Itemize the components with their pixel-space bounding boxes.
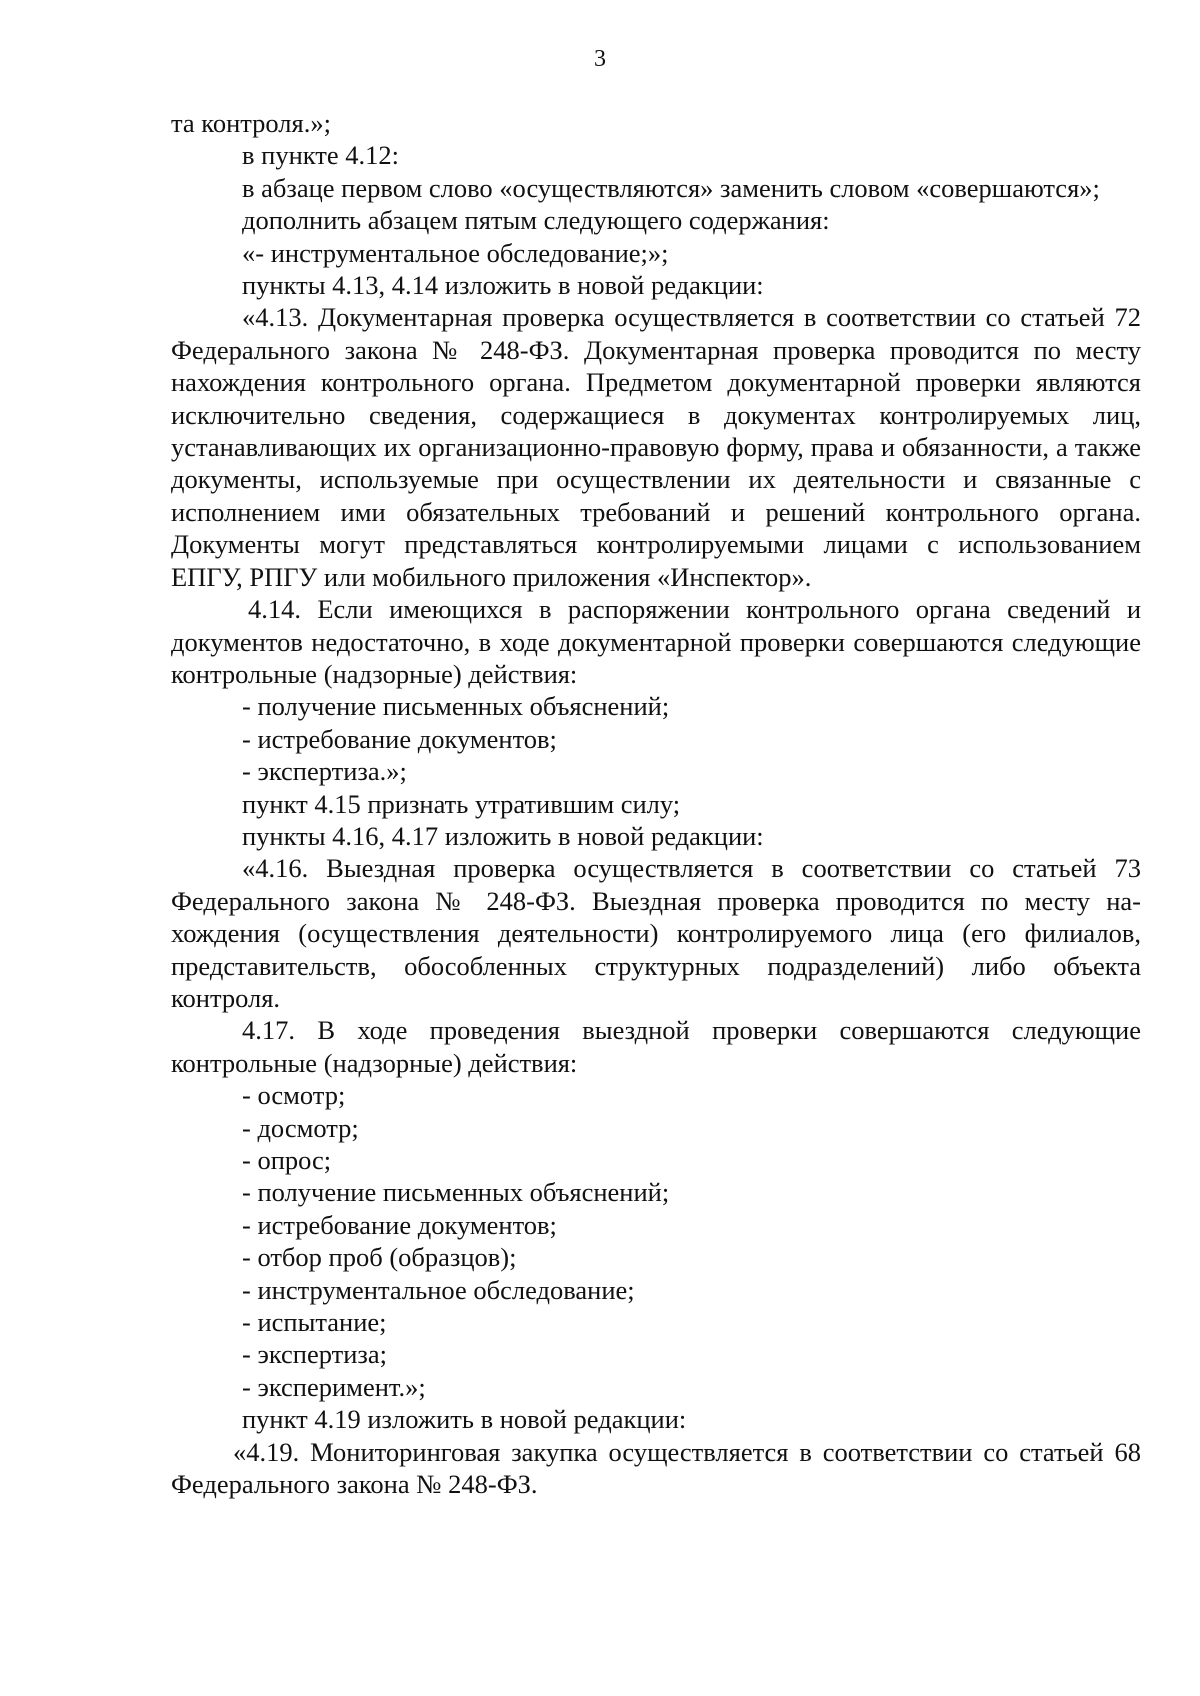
paragraph: - получение письменных объяснений;: [242, 1177, 670, 1208]
paragraph: - экспертиза;: [242, 1339, 387, 1370]
paragraph: - отбор проб (образцов);: [242, 1242, 517, 1273]
paragraph: «4.13. Документарная проверка осуществляется в соответствии со статьей 72 Федерального закона № 248-ФЗ. Документарная проверка проводится по месту нахождения контрольного органа. Предметом документарной проверки являются исключительно сведения, содержащиеся в документах контролируемых лиц, устанавливающих их организационно-правовую форму, права и обязанности, а также документы, используемые при осуществлении их деятельности и связанные с исполнением ими обязательных требований и решений контрольного органа. Документы могут представляться контролируемыми лицами с использованием ЕПГУ, РПГУ или мобильного приложения «Инспектор».: [171, 302, 1141, 592]
paragraph: 4.14. Если имеющихся в распоряжении контрольного органа сведений и документов недостаточно, в ходе документарной проверки совершаются следующие контрольные (надзорные) действия:: [171, 594, 1141, 689]
paragraph: дополнить абзацем пятым следующего содержания:: [242, 205, 830, 236]
paragraph: - эксперимент.»;: [242, 1371, 426, 1402]
paragraph: - истребование документов;: [242, 1209, 557, 1240]
paragraph: 4.17. В ходе проведения выездной проверки совершаются следующие контрольные (надзорные) действия:: [171, 1015, 1141, 1078]
paragraph: - испытание;: [242, 1307, 387, 1338]
paragraph: в пункте 4.12:: [242, 140, 399, 171]
paragraph: «4.19. Мониторинговая закупка осуществляется в соответствии со статьей 68 Федерального закона № 248-ФЗ.: [171, 1436, 1141, 1500]
paragraph: в абзаце первом слово «осуществляются» заменить словом «совершаются»;: [242, 172, 1100, 203]
paragraph: - экспертиза.»;: [242, 756, 407, 787]
paragraph: пункт 4.19 изложить в новой редакции:: [242, 1404, 687, 1435]
paragraph: пункты 4.16, 4.17 изложить в новой редакции:: [242, 820, 764, 851]
page-number: 3: [594, 46, 606, 72]
paragraph: - истребование документов;: [242, 723, 557, 754]
paragraph: - инструментальное обследование;: [242, 1274, 635, 1305]
paragraph: - получение письменных объяснений;: [242, 691, 670, 722]
paragraph: «- инструментальное обследование;»;: [242, 237, 669, 268]
paragraph: «4.16. Выездная проверка осуществляется в соответствии со статьей 73 Федерального закона № 248-ФЗ. Выездная проверка проводится по месту нахождения (осуществления деятельности) контролируемого лица (его филиалов, представительств, обособленных структурных подразделений) либо объекта контроля.: [171, 853, 1141, 1013]
paragraph: та контроля.»;: [171, 108, 331, 138]
paragraph: пункты 4.13, 4.14 изложить в новой редакции:: [242, 270, 764, 301]
paragraph: - осмотр;: [242, 1080, 346, 1111]
paragraph: - досмотр;: [242, 1112, 359, 1143]
paragraph: пункт 4.15 признать утратившим силу;: [242, 788, 681, 819]
paragraph: - опрос;: [242, 1145, 332, 1175]
document-body: [171, 107, 1141, 1500]
